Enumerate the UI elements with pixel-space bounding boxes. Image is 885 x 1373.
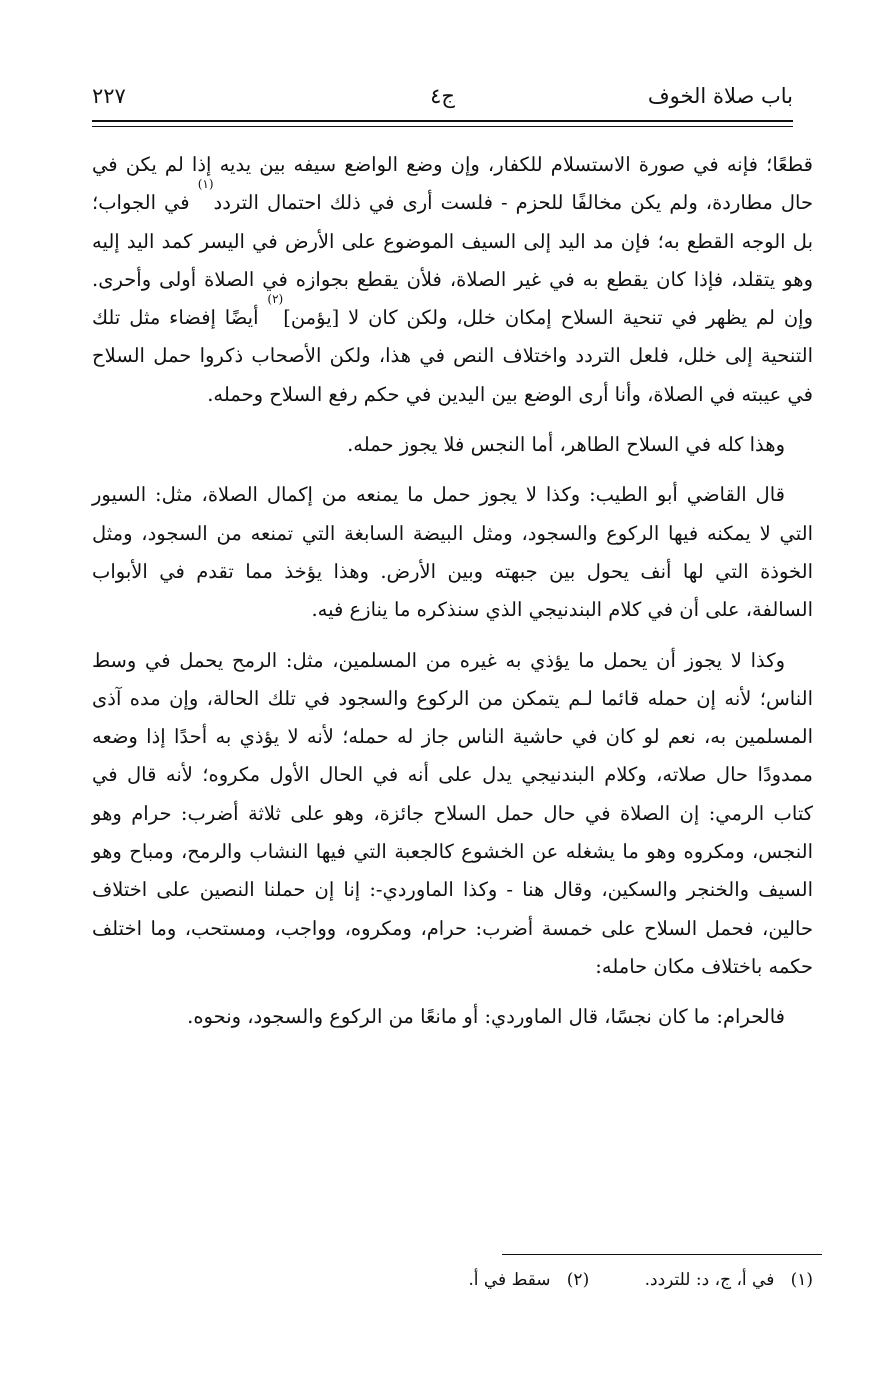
page-header: [92, 84, 793, 118]
paragraph-4: وكذا لا يجوز أن يحمل ما يؤذي به غيره من المسلمين، مثل: الرمح يحمل في وسط الناس؛ لأنه إن حمله قائما لـم يتمكن من الركوع والسجود في تلك الحالة، وإن مده آذى المسلمين به، نعم لو كان في حاشية الناس جاز له حمله؛ لأنه لا يؤذي به أحدًا إذا وضعه ممدودًا حال صلاته، وكلام البندنيجي يدل على أنه في الحال الأول مكروه؛ لأنه قال في كتاب الرمي: إن الصلاة في حال حمل السلاح جائزة، وهو على ثلاثة أضرب: حرام وهو النجس، ومكروه وهو ما يشغله عن الخشوع كالجعبة التي فيها النشاب والرمح، ومباح وهو السيف والخنجر والسكين، وقال هنا - وكذا الماوردي-: إنا إن حملنا النصين على اختلاف حالين، فحمل السلاح على خمسة أضرب: حرام، ومكروه، وواجب، ومستحب، وما اختلف حكمه باختلاف مكان حامله:: [92, 648, 813, 978]
main-text: [92, 146, 813, 1049]
footnote-ref-1: (١): [197, 177, 214, 192]
paragraph-1: قطعًا؛ فإنه في صورة الاستسلام للكفار، وإن وضع الواضع سيفه بين يديه إذا لم يكن في حال مطاردة، ولم يكن مخالفًا للحزم - فلست أرى في ذلك احتمال التردد$^{(١)}$ في الجواب؛ بل الوجه القطع به؛ فإن مد اليد إلى السيف الموضوع على الأرض في اليسر كمد اليد إليه وهو يتقلد، فإذا كان يقطع به في غير الصلاة، فلأن يقطع بجوازه في الصلاة أولى وأحرى. وإن لم يظهر في تنحية السلاح إمكان خلل، ولكن كان لا [يؤمن]$^{(٢)}$ أيضًا إفضاء مثل تلك التنحية إلى خلل، فلعل التردد واختلاف النص في هذا، ولكن الأصحاب ذكروا حمل السلاح في عيبته في الصلاة، وأنا أرى الوضع بين اليدين في حكم رفع السلاح وحمله.: [92, 153, 814, 406]
volume-label: ج٤: [430, 84, 455, 108]
header-rule-thin: [92, 126, 793, 127]
footnote-ref-2: (٢): [267, 292, 284, 307]
footnotes: [92, 1270, 813, 1290]
paragraph-5: فالحرام: ما كان نجسًا، قال الماوردي: أو مانعًا من الركوع والسجود، ونحوه.: [187, 1005, 785, 1029]
page-number: ٢٢٧: [92, 84, 126, 108]
paragraph-2: وهذا كله في السلاح الطاهر، أما النجس فلا يجوز حمله.: [347, 433, 785, 457]
footnote-1: (١) في أ، ج، د: للتردد.: [644, 1270, 813, 1290]
header-rule-thick: [92, 120, 793, 122]
paragraph-3: قال القاضي أبو الطيب: وكذا لا يجوز حمل ما يمنعه من إكمال الصلاة، مثل: السيور التي لا يمكنه فيها الركوع والسجود، ومثل البيضة السابغة التي تمنعه من السجود، ومثل الخوذة التي لها أنف يحول بين جبهته وبين الأرض. وهذا يؤخذ مما تقدم في الأبواب السالفة، على أن في كلام البندنيجي الذي سنذكره ما ينازع فيه.: [92, 483, 813, 622]
footnote-2: (٢) سقط في أ.: [468, 1270, 590, 1290]
footnote-separator: [502, 1254, 822, 1255]
chapter-title: باب صلاة الخوف: [647, 84, 793, 108]
